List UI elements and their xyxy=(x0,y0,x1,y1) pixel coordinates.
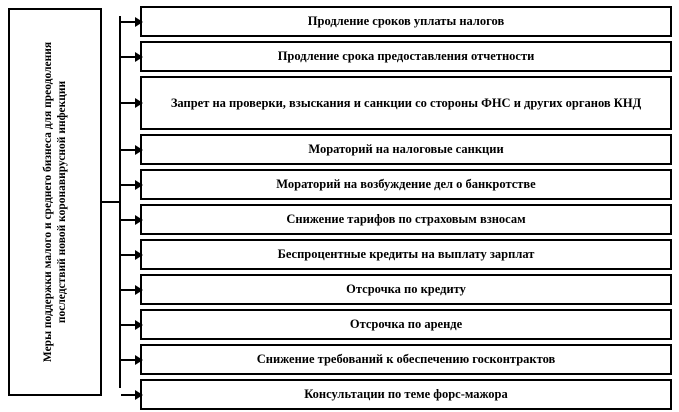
arrow-icon xyxy=(121,289,142,291)
diagram-item xyxy=(140,41,672,72)
diagram-item xyxy=(140,204,672,235)
diagram-item-label: Консультации по теме форс-мажора xyxy=(304,387,508,401)
arrow-icon xyxy=(121,184,142,186)
root-connector-line xyxy=(102,201,120,203)
diagram-item xyxy=(140,379,672,410)
arrow-icon xyxy=(121,324,142,326)
diagram-item-label: Снижение тарифов по страховым взносам xyxy=(286,212,526,226)
diagram-item-label: Отсрочка по кредиту xyxy=(346,282,466,296)
arrow-icon xyxy=(121,21,142,23)
arrow-icon xyxy=(121,56,142,58)
diagram-item xyxy=(140,76,672,130)
diagram-item-label: Продление сроков уплаты налогов xyxy=(307,14,505,28)
diagram-item xyxy=(140,239,672,270)
arrow-icon xyxy=(121,394,142,396)
trunk-line xyxy=(119,16,121,388)
arrow-icon xyxy=(121,149,142,151)
diagram-item-label: Беспроцентные кредиты на выплату зарплат xyxy=(277,247,535,261)
diagram-item xyxy=(140,134,672,165)
diagram-item xyxy=(140,309,672,340)
arrow-icon xyxy=(121,359,142,361)
diagram-item xyxy=(140,169,672,200)
arrow-icon xyxy=(121,254,142,256)
arrow-icon xyxy=(121,219,142,221)
diagram-item-label: Снижение требований к обеспечению госконтрактов xyxy=(256,352,556,366)
diagram-item xyxy=(140,274,672,305)
item-list xyxy=(140,6,672,412)
diagram-item-label: Запрет на проверки, взыскания и санкции со стороны ФНС и других органов КНД xyxy=(170,95,642,110)
diagram-item xyxy=(140,344,672,375)
diagram-item-label: Мораторий на возбуждение дел о банкротстве xyxy=(276,177,536,191)
diagram-item-label: Продление срока предоставления отчетности xyxy=(277,49,535,63)
diagram-item-label: Мораторий на налоговые санкции xyxy=(308,142,504,156)
diagram-item-label: Отсрочка по аренде xyxy=(349,317,463,331)
root-node xyxy=(8,8,102,396)
root-node-label: Меры поддержки малого и среднего бизнеса для преодоления последствий новой коронавирусной инфекции xyxy=(41,41,68,363)
arrow-icon xyxy=(121,102,142,104)
diagram-item xyxy=(140,6,672,37)
